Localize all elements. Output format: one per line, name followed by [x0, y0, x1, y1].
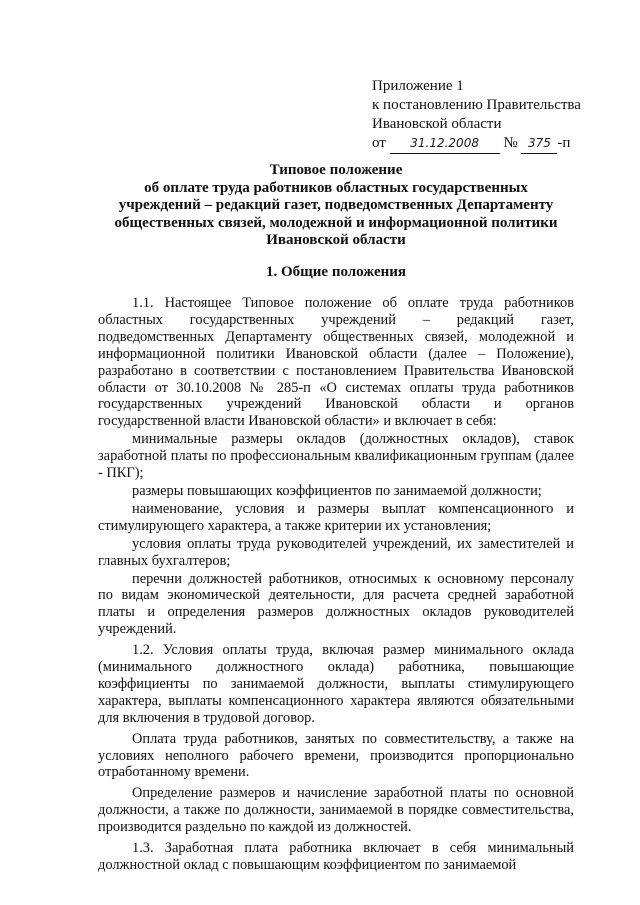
number-sign: № — [503, 135, 518, 151]
title-line-5: Ивановской области — [266, 232, 406, 248]
paragraph: 1.1. Настоящее Типовое положение об оплате труда работников областных государственных учреждений – редакций газет, подведомственных Департаменту общественных связей, молодежной и информационной политики Ивановской области (далее – Положение), разработано в соответствии с постановлением Правительства Ивановской области от 30.10.2008 № 285-п «О системах оплаты труда работников государственных учреждений Ивановской области и органов государственной власти Ивановской области» и включает в себя: — [98, 295, 574, 430]
title-line-4: общественных связей, молодежной и информационной политики — [114, 214, 558, 231]
document-title — [98, 162, 574, 250]
title-line-1: Типовое положение — [269, 162, 403, 178]
handwritten-date: 31.12.2008 — [390, 134, 500, 154]
section-heading: 1. Общие положения — [265, 264, 407, 280]
paragraph: 1.2. Условия оплаты труда, включая размер минимального оклада (минимального должностного оклада) работника, повышающие коэффициенты по занимаемой должности, выплаты стимулирующего характера, выплаты компенсационного характера являются обязательными для включения в трудовой договор. — [98, 642, 574, 726]
paragraph: размеры повышающих коэффициентов по занимаемой должности; — [132, 482, 542, 499]
from-label: от — [372, 135, 386, 151]
paragraph: перечни должностей работников, относимых к основному персоналу по видам экономической деятельности, для расчета средней заработной платы и определения размеров должностных окладов руководителей учреждений. — [98, 570, 574, 638]
paragraph: наименование, условия и размеры выплат компенсационного и стимулирующего характера, а также критерии их установления; — [98, 500, 574, 534]
appendix-title: Приложение 1 — [372, 78, 464, 94]
document-body — [98, 295, 574, 875]
paragraph: Оплата труда работников, занятых по совместительству, а также на условиях неполного рабочего времени, производится пропорционально отработанному времени. — [98, 730, 574, 781]
paragraph: 1.3. Заработная плата работника включает в себя минимальный должностной оклад с повышающим коэффициентом по занимаемой — [98, 840, 574, 873]
paragraph: Определение размеров и начисление заработной платы по основной должности, а также по должности, занимаемой в порядке совместительства, производится раздельно по каждой из должностей. — [98, 785, 574, 836]
appendix-region: Ивановской области — [372, 116, 502, 132]
appendix-header — [372, 77, 622, 154]
handwritten-number: 375 — [521, 134, 557, 154]
appendix-resolution: к постановлению Правительства — [372, 97, 581, 113]
title-line-3: учреждений – редакций газет, подведомственных Департаменту — [118, 197, 554, 213]
title-line-2: об оплате труда работников областных государственных — [144, 179, 528, 196]
appendix-date-line — [372, 134, 622, 154]
number-suffix: -п — [557, 135, 571, 151]
paragraph: минимальные размеры окладов (должностных окладов), ставок заработной платы по профессиональным квалификационным группам (далее - ПКГ); — [98, 431, 574, 482]
paragraph: условия оплаты труда руководителей учреждений, их заместителей и главных бухгалтеров; — [98, 535, 574, 569]
